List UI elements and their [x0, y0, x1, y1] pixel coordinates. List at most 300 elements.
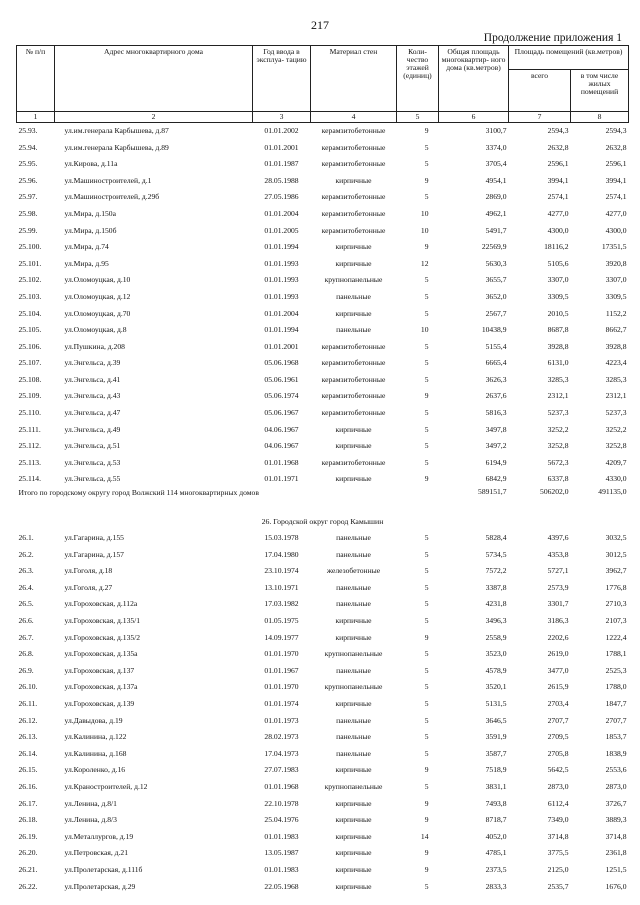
total-area-cell: 10438,9	[481, 325, 507, 335]
total-area-cell: 2373,5	[485, 864, 507, 874]
year-cell: 25.04.1976	[264, 815, 299, 825]
total-all-value: 506202,0	[540, 487, 569, 496]
material-cell: керамзитобетонные	[321, 159, 386, 169]
material-cell: панельные	[336, 291, 371, 301]
all-area-cell: 6337,8	[547, 474, 569, 484]
row-number: 26.8.	[18, 649, 34, 659]
table-row	[17, 695, 629, 712]
total-area-cell: 22569,9	[481, 242, 507, 252]
total-area-cell: 4785,1	[485, 848, 507, 858]
year-cell: 17.04.1973	[264, 748, 299, 758]
floors-cell: 5	[424, 649, 429, 659]
residential-area-cell: 1847,7	[605, 698, 627, 708]
total-area-value: 589151,7	[478, 487, 507, 496]
address-cell: ул.Энгельса, д.39	[64, 358, 121, 368]
residential-area-cell: 3285,3	[605, 374, 627, 384]
total-area-cell: 5816,3	[485, 408, 507, 418]
residential-area-cell: 3726,7	[605, 798, 627, 808]
address-cell: ул.Гагарина, д.157	[64, 549, 124, 559]
table-row	[17, 388, 629, 405]
material-cell: кирпичные	[335, 424, 372, 434]
row-number: 25.110.	[18, 408, 41, 418]
row-number: 25.109.	[18, 391, 42, 401]
residential-area-cell: 8662,7	[605, 325, 627, 335]
floors-cell: 5	[424, 582, 429, 592]
table-row	[17, 745, 629, 762]
residential-area-cell: 3307,0	[605, 275, 627, 285]
row-number: 26.3.	[18, 566, 34, 576]
residential-area-cell: 2361,8	[605, 848, 627, 858]
all-area-cell: 6131,0	[547, 358, 569, 368]
all-area-cell: 3775,5	[547, 848, 569, 858]
material-cell: кирпичные	[335, 474, 372, 484]
year-cell: 01.05.1975	[264, 616, 299, 625]
total-area-cell: 6842,9	[485, 474, 507, 484]
floors-cell: 5	[424, 616, 429, 625]
table-row	[17, 729, 629, 746]
total-area-cell: 3705,4	[485, 159, 507, 169]
all-area-cell: 4277,0	[547, 208, 569, 218]
row-number: 26.5.	[18, 599, 34, 609]
all-area-cell: 4397,6	[547, 533, 569, 543]
address-cell: ул.Пролетарская, д.111б	[64, 864, 143, 874]
table-row	[17, 405, 629, 422]
floors-cell: 5	[424, 424, 429, 434]
all-area-cell: 2615,9	[547, 682, 569, 692]
year-cell: 01.01.1970	[264, 649, 299, 659]
material-cell: керамзитобетонные	[321, 142, 386, 152]
all-area-cell: 3928,8	[547, 341, 569, 351]
residential-area-cell: 1152,2	[605, 308, 627, 318]
header-address: Адрес многоквартирного дома	[55, 46, 253, 112]
floors-cell: 9	[424, 242, 429, 252]
material-cell: керамзитобетонные	[321, 126, 386, 136]
table-row	[17, 272, 629, 289]
residential-area-cell: 1776,8	[605, 582, 627, 592]
floors-cell: 5	[424, 374, 429, 384]
column-number: 8	[571, 112, 629, 123]
year-cell: 01.01.1974	[264, 698, 299, 708]
material-cell: керамзитобетонные	[321, 341, 386, 351]
row-number: 26.7.	[18, 632, 34, 642]
table-row	[17, 546, 629, 563]
material-cell: крупнопанельные	[324, 682, 383, 692]
year-cell: 22.10.1978	[264, 798, 299, 808]
all-area-cell: 5727,1	[547, 566, 569, 576]
residential-area-cell: 5237,3	[605, 408, 627, 418]
row-number: 25.100.	[18, 242, 42, 252]
material-cell: панельные	[336, 715, 371, 725]
all-area-cell: 2703,4	[547, 698, 569, 708]
row-number: 25.98.	[18, 208, 38, 218]
header-total-area: Общая площадь многоквартир- ного дома (кв.метров)	[439, 46, 509, 112]
year-cell: 01.01.1983	[264, 831, 299, 841]
header-num: № п/п	[17, 46, 55, 112]
material-cell: кирпичные	[335, 831, 372, 841]
all-area-cell: 3301,7	[547, 599, 569, 609]
year-cell: 01.01.1973	[264, 715, 299, 725]
total-area-cell: 4962,1	[485, 208, 507, 218]
row-number: 25.102.	[18, 275, 42, 285]
residential-area-cell: 3920,8	[605, 258, 627, 268]
table-row	[17, 530, 629, 547]
row-number: 25.103.	[18, 291, 42, 301]
row-number: 26.16.	[18, 781, 38, 791]
header-material: Материал стен	[311, 46, 397, 112]
residential-area-cell: 2574,1	[605, 192, 627, 202]
total-area-cell: 7493,8	[485, 798, 507, 808]
residential-area-cell: 3252,8	[605, 441, 627, 451]
address-cell: ул.Кирова, д.11а	[64, 159, 118, 169]
address-cell: ул.Петровская, д.21	[64, 848, 129, 858]
address-cell: ул.Мира, д.150б	[64, 225, 117, 235]
residential-area-cell: 1838,9	[605, 748, 627, 758]
all-area-cell: 7349,0	[547, 815, 569, 825]
total-area-cell: 7518,9	[485, 765, 507, 775]
floors-cell: 5	[424, 159, 429, 169]
address-cell: ул.им.генерала Карбышева, д.89	[64, 142, 169, 152]
material-cell: кирпичные	[335, 881, 372, 891]
material-cell: панельные	[336, 732, 371, 742]
row-number: 25.107.	[18, 358, 42, 368]
floors-cell: 9	[424, 798, 429, 808]
residential-area-cell: 1676,0	[605, 881, 627, 891]
floors-cell: 5	[424, 308, 429, 318]
material-cell: кирпичные	[335, 616, 372, 625]
all-area-cell: 3994,1	[547, 175, 569, 185]
table-row	[17, 438, 629, 455]
address-cell: ул.Энгельса, д.53	[64, 457, 121, 467]
material-cell: крупнопанельные	[324, 649, 383, 659]
table-row	[17, 156, 629, 173]
section-title: 26. Городской округ город Камышин	[261, 516, 384, 526]
address-cell: ул.Гоголя, д.27	[64, 582, 113, 592]
row-number: 26.18.	[18, 815, 38, 825]
residential-area-cell: 3032,5	[605, 533, 627, 543]
residential-area-cell: 2710,3	[605, 599, 627, 609]
year-cell: 14.09.1977	[264, 632, 299, 642]
material-cell: крупнопанельные	[324, 781, 383, 791]
material-cell: крупнопанельные	[324, 275, 383, 285]
total-residential-value: 491135,0	[598, 487, 627, 496]
all-area-cell: 5672,3	[547, 457, 569, 467]
residential-area-cell: 3889,3	[605, 815, 627, 825]
residential-area-cell: 3962,7	[605, 566, 627, 576]
address-cell: ул.Калинина, д.122	[64, 732, 127, 742]
floors-cell: 5	[424, 457, 429, 467]
all-area-cell: 5642,5	[547, 765, 569, 775]
year-cell: 01.01.2005	[264, 225, 299, 235]
table-row	[17, 421, 629, 438]
total-area-cell: 5155,4	[485, 341, 507, 351]
row-number: 25.95.	[18, 159, 38, 169]
table-row	[17, 646, 629, 663]
table-row	[17, 778, 629, 795]
material-cell: керамзитобетонные	[321, 391, 386, 401]
total-area-cell: 3646,5	[485, 715, 507, 725]
table-row	[17, 205, 629, 222]
address-cell: ул.Машиностроителей, д.29б	[64, 192, 160, 202]
total-area-cell: 3655,7	[485, 275, 507, 285]
residential-area-cell: 2525,3	[605, 665, 627, 675]
year-cell: 01.01.1993	[264, 258, 299, 268]
address-cell: ул.Гороховская, д.137а	[64, 682, 138, 692]
column-number: 3	[253, 112, 311, 123]
row-number: 26.14.	[18, 748, 38, 758]
buildings-table	[16, 45, 629, 895]
row-number: 26.6.	[18, 616, 34, 625]
year-cell: 05.06.1968	[264, 358, 299, 368]
material-cell: кирпичные	[335, 258, 372, 268]
address-cell: ул.Оломоуцкая, д.70	[64, 308, 131, 318]
table-row	[17, 812, 629, 829]
all-area-cell: 2202,6	[547, 632, 569, 642]
year-cell: 01.01.1983	[264, 864, 299, 874]
year-cell: 01.01.1994	[264, 242, 299, 252]
year-cell: 01.01.2001	[264, 341, 299, 351]
table-row	[17, 371, 629, 388]
all-area-cell: 3285,3	[547, 374, 569, 384]
material-cell: керамзитобетонные	[321, 408, 386, 418]
table-row	[17, 189, 629, 206]
all-area-cell: 5237,3	[547, 408, 569, 418]
row-number: 25.112.	[18, 441, 41, 451]
all-area-cell: 2010,5	[547, 308, 569, 318]
total-area-cell: 2637,6	[485, 391, 507, 401]
residential-area-cell: 2312,1	[605, 391, 627, 401]
residential-area-cell: 3252,2	[605, 424, 627, 434]
floors-cell: 9	[424, 632, 429, 642]
row-number: 25.106.	[18, 341, 42, 351]
year-cell: 28.02.1973	[264, 732, 299, 742]
material-cell: панельные	[336, 748, 371, 758]
year-cell: 13.10.1971	[264, 582, 299, 592]
row-number: 25.111.	[18, 424, 41, 434]
all-area-cell: 18116,2	[544, 242, 569, 252]
total-area-cell: 4954,1	[485, 175, 507, 185]
total-area-cell: 2869,0	[485, 192, 507, 202]
all-area-cell: 3714,8	[547, 831, 569, 841]
year-cell: 27.05.1986	[264, 192, 299, 202]
address-cell: ул.Гороховская, д.139	[64, 698, 135, 708]
all-area-cell: 2594,3	[547, 126, 569, 136]
material-cell: керамзитобетонные	[321, 358, 386, 368]
table-row	[17, 596, 629, 613]
row-number: 26.22.	[18, 881, 38, 891]
total-area-cell: 2558,9	[485, 632, 507, 642]
address-cell: ул.Гоголя, д.18	[64, 566, 113, 576]
total-area-cell: 4052,0	[485, 831, 507, 841]
total-area-cell: 3100,7	[485, 126, 507, 136]
total-area-cell: 3387,8	[485, 582, 507, 592]
material-cell: железобетонные	[326, 566, 381, 576]
floors-cell: 5	[424, 599, 429, 609]
column-number: 2	[55, 112, 253, 123]
table-row	[17, 563, 629, 580]
material-cell: кирпичные	[335, 864, 372, 874]
table-row	[17, 139, 629, 156]
residential-area-cell: 1251,5	[605, 864, 627, 874]
residential-area-cell: 2632,8	[605, 142, 627, 152]
address-cell: ул.Энгельса, д.41	[64, 374, 121, 384]
material-cell: кирпичные	[335, 632, 372, 642]
page-number: 217	[311, 18, 329, 32]
header-premises: Площадь помещений (кв.метров)	[509, 46, 629, 70]
residential-area-cell: 4330,0	[605, 474, 627, 484]
table-row	[17, 662, 629, 679]
all-area-cell: 5105,6	[547, 258, 569, 268]
floors-cell: 9	[424, 765, 429, 775]
all-area-cell: 2619,0	[547, 649, 569, 659]
row-number: 26.15.	[18, 765, 38, 775]
year-cell: 01.01.1994	[264, 325, 299, 335]
all-area-cell: 3186,3	[547, 616, 569, 625]
floors-cell: 5	[424, 732, 429, 742]
year-cell: 15.03.1978	[264, 533, 299, 543]
all-area-cell: 3252,2	[547, 424, 569, 434]
residential-area-cell: 4209,7	[605, 457, 627, 467]
table-row	[17, 795, 629, 812]
row-number: 25.113.	[18, 457, 41, 467]
year-cell: 17.03.1982	[264, 599, 299, 609]
column-number: 7	[509, 112, 571, 123]
table-row	[17, 288, 629, 305]
floors-cell: 9	[424, 391, 429, 401]
table-row	[17, 255, 629, 272]
floors-cell: 5	[424, 549, 429, 559]
year-cell: 01.01.2004	[264, 208, 299, 218]
material-cell: керамзитобетонные	[321, 208, 386, 218]
table-row	[17, 878, 629, 895]
material-cell: кирпичные	[335, 698, 372, 708]
row-number: 26.13.	[18, 732, 38, 742]
address-cell: ул.Гагарина, д.155	[64, 533, 124, 543]
year-cell: 05.06.1974	[264, 391, 299, 401]
floors-cell: 9	[424, 864, 429, 874]
floors-cell: 10	[420, 225, 429, 235]
total-area-cell: 6194,9	[485, 457, 507, 467]
all-area-cell: 2535,7	[547, 881, 569, 891]
year-cell: 01.01.2004	[264, 308, 299, 318]
table-row	[17, 629, 629, 646]
column-number: 6	[439, 112, 509, 123]
floors-cell: 5	[424, 881, 429, 891]
total-area-cell: 2567,7	[485, 308, 507, 318]
total-area-cell: 3831,1	[485, 781, 507, 791]
material-cell: панельные	[336, 533, 371, 543]
address-cell: ул.Оломоуцкая, д.10	[64, 275, 131, 285]
year-cell: 01.01.1970	[264, 682, 299, 692]
table-row	[17, 762, 629, 779]
residential-area-cell: 3928,8	[605, 341, 627, 351]
residential-area-cell: 4300,0	[605, 225, 627, 235]
material-cell: кирпичные	[335, 441, 372, 451]
residential-area-cell: 2873,0	[605, 781, 627, 791]
table-body	[17, 122, 629, 894]
table-row	[17, 338, 629, 355]
material-cell: кирпичные	[335, 798, 372, 808]
column-number: 1	[17, 112, 55, 123]
material-cell: кирпичные	[335, 308, 372, 318]
total-area-cell: 3520,1	[485, 682, 507, 692]
table-row	[17, 828, 629, 845]
table-row	[17, 471, 629, 488]
all-area-cell: 2632,8	[547, 142, 569, 152]
floors-cell: 5	[424, 408, 429, 418]
residential-area-cell: 2596,1	[605, 159, 627, 169]
total-area-cell: 5131,5	[485, 698, 507, 708]
total-area-cell: 5734,5	[485, 549, 507, 559]
total-area-cell: 6665,4	[485, 358, 507, 368]
material-cell: панельные	[336, 599, 371, 609]
row-number: 26.1.	[18, 533, 34, 543]
column-number: 5	[397, 112, 439, 123]
table-row	[17, 845, 629, 862]
row-number: 26.19.	[18, 831, 38, 841]
floors-cell: 10	[420, 325, 429, 335]
floors-cell: 5	[424, 441, 429, 451]
header-residential: в том числе жилых помещений	[571, 70, 629, 112]
all-area-cell: 3307,0	[547, 275, 569, 285]
table-row	[17, 172, 629, 189]
address-cell: ул.Энгельса, д.47	[64, 408, 121, 418]
year-cell: 05.06.1961	[264, 374, 299, 384]
table-row	[17, 355, 629, 372]
address-cell: ул.Гороховская, д.135/1	[64, 616, 141, 625]
address-cell: ул.Энгельса, д.49	[64, 424, 121, 434]
all-area-cell: 6112,4	[547, 798, 569, 808]
floors-cell: 5	[424, 715, 429, 725]
floors-cell: 5	[424, 142, 429, 152]
row-number: 25.114.	[18, 474, 41, 484]
year-cell: 04.06.1967	[264, 441, 299, 451]
total-area-cell: 5630,3	[485, 258, 507, 268]
table-row	[17, 222, 629, 239]
row-number: 26.20.	[18, 848, 38, 858]
row-number: 25.97.	[18, 192, 38, 202]
section-row	[17, 514, 629, 530]
floors-cell: 12	[420, 258, 429, 268]
all-area-cell: 2312,1	[547, 391, 569, 401]
total-area-cell: 3591,9	[485, 732, 507, 742]
address-cell: ул.Мира, д.150а	[64, 208, 116, 218]
all-area-cell: 3252,8	[547, 441, 569, 451]
material-cell: керамзитобетонные	[321, 457, 386, 467]
year-cell: 01.01.1993	[264, 291, 299, 301]
material-cell: панельные	[336, 665, 371, 675]
material-cell: панельные	[336, 325, 371, 335]
floors-cell: 5	[424, 533, 429, 543]
address-cell: ул.им.генерала Карбышева, д.87	[64, 126, 169, 136]
residential-area-cell: 3714,8	[605, 831, 627, 841]
total-area-cell: 4231,8	[485, 599, 507, 609]
row-number: 25.104.	[18, 308, 42, 318]
total-area-cell: 3652,0	[485, 291, 507, 301]
address-cell: ул.Гороховская, д.135а	[64, 649, 138, 659]
all-area-cell: 2596,1	[547, 159, 569, 169]
continuation-label: Продолжение приложения 1	[483, 32, 622, 44]
address-cell: ул.Пролетарская, д.29	[64, 881, 136, 891]
floors-cell: 5	[424, 291, 429, 301]
total-area-cell: 7572,2	[485, 566, 507, 576]
address-cell: ул.Оломоуцкая, д.12	[64, 291, 131, 301]
row-number: 26.2.	[18, 549, 34, 559]
floors-cell: 5	[424, 682, 429, 692]
total-area-cell: 3626,3	[485, 374, 507, 384]
all-area-cell: 3309,5	[547, 291, 569, 301]
floors-cell: 5	[424, 341, 429, 351]
residential-area-cell: 17351,5	[601, 242, 627, 252]
